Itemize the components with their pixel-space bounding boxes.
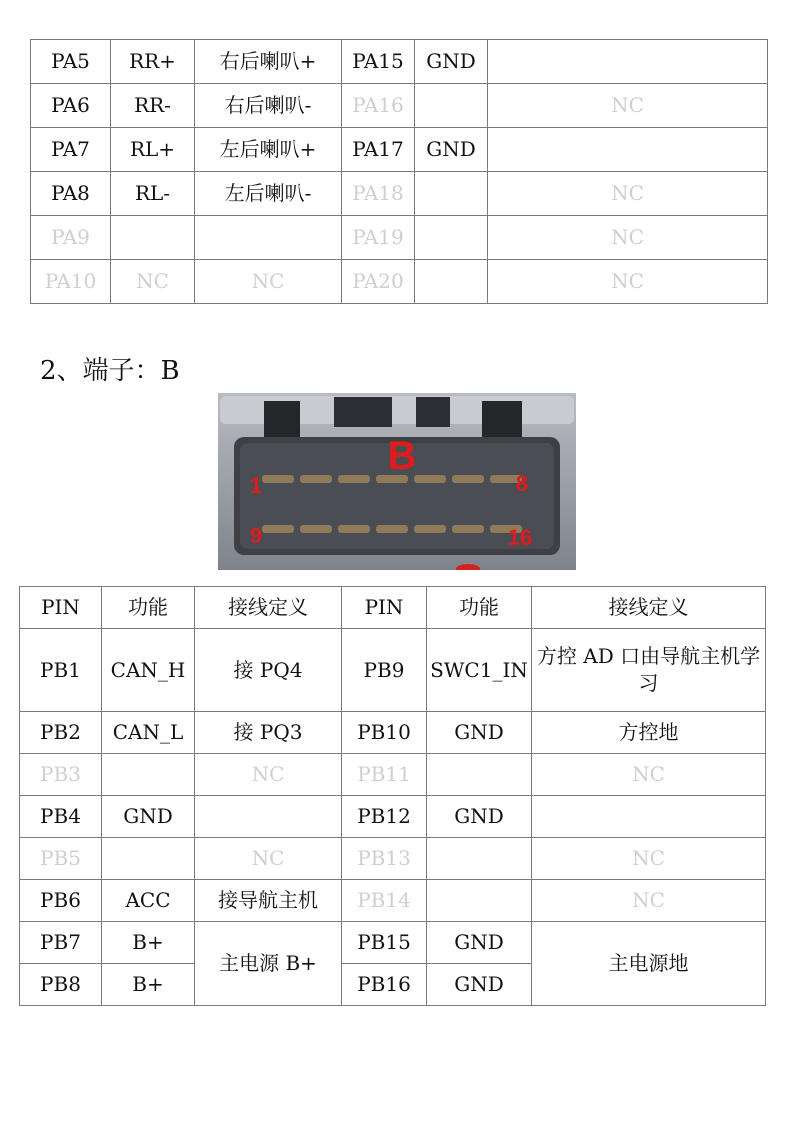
cell: B+ xyxy=(102,964,195,1006)
table-row xyxy=(20,922,766,964)
cell: 方控地 xyxy=(532,712,766,754)
cell: PB12 xyxy=(342,796,427,838)
cell: PA18 xyxy=(342,172,415,216)
cell: GND xyxy=(427,796,532,838)
cell: PB3 xyxy=(20,754,102,796)
header-cell: 功能 xyxy=(102,587,195,629)
cell: PA8 xyxy=(31,172,111,216)
cell: 右后喇叭+ xyxy=(195,40,342,84)
cell: 接导航主机 xyxy=(195,880,342,922)
cell: PB4 xyxy=(20,796,102,838)
cell: 方控 AD 口由导航主机学习 xyxy=(532,629,766,712)
cell: CAN_H xyxy=(102,629,195,712)
table-row xyxy=(20,754,766,796)
cell: GND xyxy=(427,922,532,964)
cell: PB2 xyxy=(20,712,102,754)
cell: PB16 xyxy=(342,964,427,1006)
cell: PA15 xyxy=(342,40,415,84)
header-cell: 接线定义 xyxy=(195,587,342,629)
cell: RR+ xyxy=(111,40,195,84)
cell: RL- xyxy=(111,172,195,216)
cell: PB5 xyxy=(20,838,102,880)
cell: 左后喇叭- xyxy=(195,172,342,216)
cell: B+ xyxy=(102,922,195,964)
cell: NC xyxy=(111,260,195,304)
pin-label: 9 xyxy=(249,523,263,548)
table-row xyxy=(31,128,768,172)
cell xyxy=(488,128,768,172)
cell: NC xyxy=(488,260,768,304)
cell: NC xyxy=(532,838,766,880)
cell: PA19 xyxy=(342,216,415,260)
cell: PB8 xyxy=(20,964,102,1006)
cell: PB13 xyxy=(342,838,427,880)
cell: NC xyxy=(532,880,766,922)
pin-table-b xyxy=(19,586,766,1006)
cell: 接 PQ3 xyxy=(195,712,342,754)
cell: PA16 xyxy=(342,84,415,128)
cell: 主电源 B+ xyxy=(195,922,342,1006)
cell xyxy=(195,796,342,838)
cell xyxy=(102,754,195,796)
cell: GND xyxy=(427,964,532,1006)
cell xyxy=(532,796,766,838)
cell: PB9 xyxy=(342,629,427,712)
header-cell: PIN xyxy=(20,587,102,629)
cell: NC xyxy=(195,260,342,304)
cell xyxy=(415,216,488,260)
header-cell: 功能 xyxy=(427,587,532,629)
connector-b-photo xyxy=(218,393,576,570)
table-row xyxy=(20,712,766,754)
cell: PA7 xyxy=(31,128,111,172)
cell: PB7 xyxy=(20,922,102,964)
table-row xyxy=(20,629,766,712)
cell: CAN_L xyxy=(102,712,195,754)
cell: RR- xyxy=(111,84,195,128)
cell: ACC xyxy=(102,880,195,922)
cell: NC xyxy=(532,754,766,796)
cell: GND xyxy=(415,40,488,84)
cell: SWC1_IN xyxy=(427,629,532,712)
cell: PA17 xyxy=(342,128,415,172)
cell xyxy=(102,838,195,880)
header-cell: PIN xyxy=(342,587,427,629)
section-heading: 2、端子：B xyxy=(40,356,180,386)
cell: GND xyxy=(415,128,488,172)
pin-label: 16 xyxy=(507,525,533,550)
cell: RL+ xyxy=(111,128,195,172)
cell: PB6 xyxy=(20,880,102,922)
cell: NC xyxy=(488,216,768,260)
cell: PB10 xyxy=(342,712,427,754)
cell: PA6 xyxy=(31,84,111,128)
table-row xyxy=(31,84,768,128)
cell: 主电源地 xyxy=(532,922,766,1006)
cell xyxy=(427,880,532,922)
cell: GND xyxy=(427,712,532,754)
cell: PB15 xyxy=(342,922,427,964)
table-row xyxy=(20,880,766,922)
header-cell: 接线定义 xyxy=(532,587,766,629)
cell: PA5 xyxy=(31,40,111,84)
cell xyxy=(427,838,532,880)
cell: NC xyxy=(195,838,342,880)
cell: PB14 xyxy=(342,880,427,922)
cell xyxy=(488,40,768,84)
pin-label: 1 xyxy=(249,473,263,498)
cell: PA10 xyxy=(31,260,111,304)
cell: NC xyxy=(488,172,768,216)
pin-table-a xyxy=(30,39,768,304)
table-header-row xyxy=(20,587,766,629)
cell: PB11 xyxy=(342,754,427,796)
cell xyxy=(427,754,532,796)
table-row xyxy=(31,216,768,260)
connector-letter: B xyxy=(387,434,417,478)
cell xyxy=(195,216,342,260)
cell xyxy=(415,84,488,128)
cell: PB1 xyxy=(20,629,102,712)
cell: NC xyxy=(195,754,342,796)
cell: 左后喇叭+ xyxy=(195,128,342,172)
pin-label: 8 xyxy=(515,471,529,496)
cell xyxy=(415,260,488,304)
cell: NC xyxy=(488,84,768,128)
cell: PA20 xyxy=(342,260,415,304)
cell: 右后喇叭- xyxy=(195,84,342,128)
table-row xyxy=(20,796,766,838)
table-row xyxy=(31,260,768,304)
table-row xyxy=(31,172,768,216)
table-row xyxy=(20,838,766,880)
cell xyxy=(111,216,195,260)
table-row xyxy=(31,40,768,84)
cell: PA9 xyxy=(31,216,111,260)
cell: GND xyxy=(102,796,195,838)
cell: 接 PQ4 xyxy=(195,629,342,712)
cell xyxy=(415,172,488,216)
